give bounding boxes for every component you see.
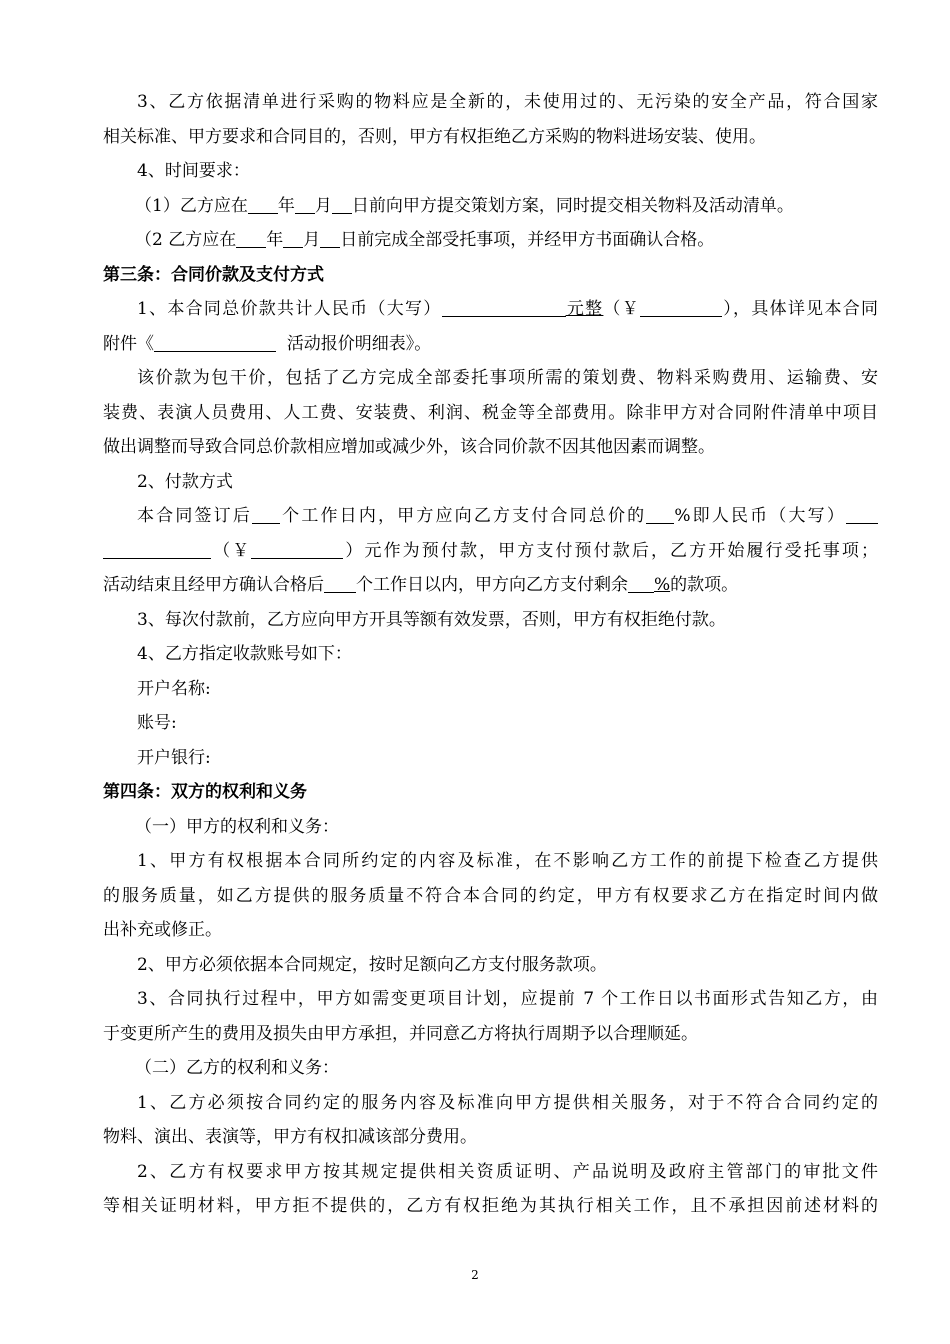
text-span: %即人民币（大写） — [674, 506, 847, 526]
text-span: 活动报价明细表》。 — [286, 333, 432, 354]
text-span: 活动结束且经甲方确认合格后 — [103, 575, 324, 595]
paragraph-line: 的服务质量，如乙方提供的服务质量不符合本合同的约定，甲方有权要求乙方在指定时间内做 — [103, 885, 878, 906]
text-span: % — [654, 575, 671, 595]
paragraph-line: 出补充或修正。 — [103, 920, 222, 940]
page-number: 2 — [471, 1268, 479, 1282]
paragraph-line: 3、合同执行过程中，甲方如需变更项目计划，应提前 7 个工作日以书面形式告知乙方，由 — [137, 989, 878, 1009]
text-span: 本合同签订后 — [137, 506, 253, 526]
text-span: 年 — [266, 230, 284, 250]
blank-field — [154, 329, 276, 352]
account-number-label: 账号: — [137, 713, 177, 733]
payment-line — [103, 499, 878, 534]
list-item: 3、每次付款前，乙方应向甲方开具等额有效发票，否则，甲方有权拒绝付款。 — [137, 609, 726, 630]
text-span: 的款项。 — [670, 575, 739, 595]
blank-field — [324, 570, 356, 593]
blank-field — [103, 536, 211, 559]
subsection-title: （一）甲方的权利和义务： — [135, 816, 339, 837]
text-span: 日前向甲方提交策划方案，同时提交相关物料及活动清单。 — [351, 195, 794, 216]
deadline-line-2 — [103, 223, 878, 258]
list-item: 4、时间要求： — [137, 161, 250, 181]
blank-field — [236, 225, 266, 248]
blank-field — [295, 191, 315, 214]
blank-field — [332, 191, 352, 214]
blank-field — [846, 501, 878, 524]
text-span: ）元作为预付款，甲方支付预付款后，乙方开始履行受托事项； — [343, 540, 879, 561]
list-item: 2、甲方必须依据本合同规定，按时足额向乙方支付服务款项。 — [137, 954, 607, 975]
text-span: （￥ — [603, 299, 640, 319]
blank-field — [252, 501, 280, 524]
paragraph-line: 做出调整而导致合同总价款相应增加或减少外，该合同价款不因其他因素而调整。 — [103, 437, 715, 457]
text-span: 个工作日以内，甲方向乙方支付剩余 — [356, 575, 628, 595]
blank-field — [251, 536, 343, 559]
blank-field — [442, 294, 566, 317]
paragraph-line: 物料、演出、表演等，甲方有权扣减该部分费用。 — [103, 1127, 477, 1147]
paragraph-line: 该价款为包干价，包括了乙方完成全部委托事项所需的策划费、物料采购费用、运输费、安 — [137, 368, 878, 388]
section-heading: 第三条：合同价款及支付方式 — [103, 264, 324, 285]
blank-field — [248, 191, 278, 214]
subsection-title: （二）乙方的权利和义务： — [135, 1058, 339, 1078]
document-body — [103, 85, 878, 1224]
paragraph-line: 相关标准、甲方要求和合同目的，否则，甲方有权拒绝乙方采购的物料进场安装、使用。 — [103, 126, 766, 147]
blank-field — [628, 570, 654, 593]
text-span: （￥ — [211, 540, 252, 561]
paragraph-line: 1、甲方有权根据本合同所约定的内容及标准，在不影响乙方工作的前提下检查乙方提供 — [137, 851, 878, 871]
text-span: （2 乙方应在 — [135, 230, 237, 250]
paragraph-line: 1、乙方必须按合同约定的服务内容及标准向甲方提供相关服务，对于不符合合同约定的 — [137, 1092, 878, 1113]
text-span: 1、本合同总价款共计人民币（大写） — [137, 299, 442, 319]
text-span: 个工作日内，甲方应向乙方支付合同总价的 — [280, 506, 647, 526]
text-span: 月 — [303, 230, 321, 250]
deadline-line-1 — [103, 189, 878, 224]
list-item: 2、付款方式 — [137, 471, 233, 492]
text-span: 附件《 — [103, 333, 154, 354]
list-item: 4、乙方指定收款账号如下： — [137, 644, 352, 664]
paragraph-line: 2、乙方有权要求甲方按其规定提供相关资质证明、产品说明及政府主管部门的审批文件 — [137, 1161, 878, 1182]
text-span: （1）乙方应在 — [135, 195, 248, 216]
blank-field — [320, 225, 340, 248]
text-span: ），具体详见本合同 — [721, 299, 879, 319]
bank-label: 开户银行: — [137, 747, 211, 768]
account-name-label: 开户名称: — [137, 678, 211, 699]
section-heading: 第四条：双方的权利和义务 — [103, 782, 307, 802]
text-span: 日前完成全部受托事项，并经甲方书面确认合格。 — [340, 230, 715, 250]
paragraph-line: 3、乙方依据清单进行采购的物料应是全新的，未使用过的、无污染的安全产品，符合国家 — [137, 92, 878, 112]
paragraph-line: 等相关证明材料，甲方拒不提供的，乙方有权拒绝为其执行相关工作，且不承担因前述材料的 — [103, 1196, 878, 1216]
text-span: 元整 — [565, 299, 604, 319]
text-span: 月 — [314, 195, 332, 216]
price-line — [103, 292, 878, 327]
paragraph-line: 于变更所产生的费用及损失由甲方承担，并同意乙方将执行周期予以合理顺延。 — [103, 1023, 698, 1044]
text-span: 年 — [277, 195, 295, 216]
blank-field — [283, 225, 303, 248]
paragraph-line: 装费、表演人员费用、人工费、安装费、利润、税金等全部费用。除非甲方对合同附件清单中项目 — [103, 402, 878, 423]
payment-line — [103, 534, 878, 569]
blank-field — [640, 294, 722, 317]
payment-line — [103, 568, 878, 603]
price-line — [103, 327, 878, 362]
blank-field — [646, 501, 674, 524]
